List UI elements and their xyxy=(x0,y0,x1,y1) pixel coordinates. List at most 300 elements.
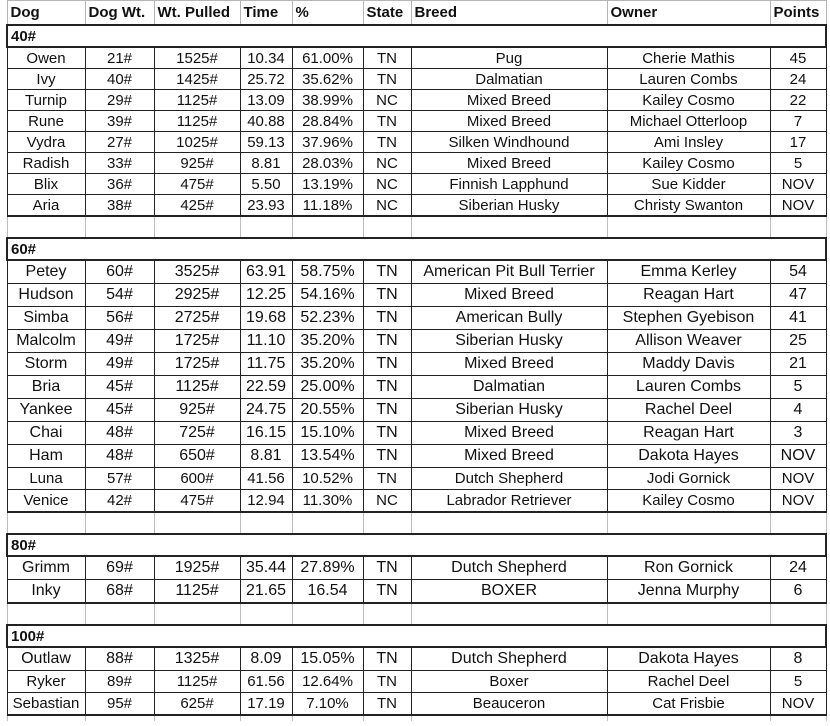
breed-cell[interactable]: Mixed Breed xyxy=(411,422,607,445)
results-body xyxy=(7,25,826,721)
dog-weight-cell[interactable]: 88# xyxy=(85,647,154,671)
dog-weight-cell[interactable]: 42# xyxy=(85,490,154,513)
dog-name-cell[interactable]: Chai xyxy=(7,422,85,445)
state-cell[interactable]: TN xyxy=(363,580,411,604)
breed-cell[interactable]: American Bully xyxy=(411,307,607,330)
owner-cell[interactable]: Sue Kidder xyxy=(607,174,770,195)
dog-name-cell[interactable]: Inky xyxy=(7,580,85,604)
table-row xyxy=(7,647,826,671)
state-cell[interactable]: TN xyxy=(363,330,411,353)
empty-cell[interactable] xyxy=(154,603,240,625)
owner-cell[interactable]: Cat Frisbie xyxy=(607,693,770,716)
time-cell[interactable]: 19.68 xyxy=(240,307,292,330)
table-row xyxy=(7,580,826,604)
percent-cell[interactable]: 20.55% xyxy=(292,399,363,422)
state-cell[interactable]: NC xyxy=(363,195,411,217)
weight-pulled-cell[interactable]: 1925# xyxy=(154,556,240,580)
empty-cell[interactable] xyxy=(292,715,363,721)
dog-name-cell[interactable]: Owen xyxy=(7,47,85,69)
weight-pulled-cell[interactable]: 2725# xyxy=(154,307,240,330)
dog-weight-cell[interactable]: 95# xyxy=(85,693,154,716)
table-row xyxy=(7,47,826,69)
time-cell[interactable]: 11.10 xyxy=(240,330,292,353)
state-cell[interactable]: TN xyxy=(363,399,411,422)
spacer-row xyxy=(7,216,826,238)
points-cell[interactable]: 54 xyxy=(770,260,826,284)
owner-cell[interactable]: Christy Swanton xyxy=(607,195,770,217)
weight-pulled-cell[interactable]: 1125# xyxy=(154,90,240,111)
table-row xyxy=(7,195,826,217)
dog-name-cell[interactable]: Vydra xyxy=(7,132,85,153)
table-row xyxy=(7,174,826,195)
breed-cell[interactable]: Dutch Shepherd xyxy=(411,468,607,490)
points-cell[interactable]: 45 xyxy=(770,47,826,69)
empty-cell[interactable] xyxy=(240,603,292,625)
state-cell[interactable]: TN xyxy=(363,69,411,90)
spacer-row xyxy=(7,512,826,534)
time-cell[interactable]: 23.93 xyxy=(240,195,292,217)
weight-class-label[interactable]: 100# xyxy=(7,625,826,647)
percent-cell[interactable]: 37.96% xyxy=(292,132,363,153)
state-cell[interactable]: TN xyxy=(363,693,411,716)
table-row xyxy=(7,422,826,445)
state-cell[interactable]: TN xyxy=(363,132,411,153)
state-cell[interactable]: TN xyxy=(363,422,411,445)
dog-weight-cell[interactable]: 21# xyxy=(85,47,154,69)
breed-cell[interactable]: Siberian Husky xyxy=(411,195,607,217)
weight-class-row xyxy=(7,625,826,647)
breed-cell[interactable]: Mixed Breed xyxy=(411,153,607,174)
empty-cell[interactable] xyxy=(85,603,154,625)
points-cell[interactable]: NOV xyxy=(770,693,826,716)
column-header-owner[interactable]: Owner xyxy=(607,1,770,26)
state-cell[interactable]: TN xyxy=(363,260,411,284)
state-cell[interactable]: TN xyxy=(363,111,411,132)
dog-name-cell[interactable]: Ivy xyxy=(7,69,85,90)
empty-cell[interactable] xyxy=(240,216,292,238)
owner-cell[interactable]: Lauren Combs xyxy=(607,69,770,90)
percent-cell[interactable]: 13.54% xyxy=(292,445,363,468)
time-cell[interactable]: 8.81 xyxy=(240,153,292,174)
dog-weight-cell[interactable]: 54# xyxy=(85,284,154,307)
points-cell[interactable]: 3 xyxy=(770,422,826,445)
owner-cell[interactable]: Maddy Davis xyxy=(607,353,770,376)
empty-cell[interactable] xyxy=(292,512,363,534)
state-cell[interactable]: TN xyxy=(363,556,411,580)
dog-weight-cell[interactable]: 57# xyxy=(85,468,154,490)
dog-weight-cell[interactable]: 89# xyxy=(85,671,154,693)
owner-cell[interactable]: Allison Weaver xyxy=(607,330,770,353)
breed-cell[interactable]: Labrador Retriever xyxy=(411,490,607,513)
empty-cell[interactable] xyxy=(607,715,770,721)
breed-cell[interactable]: Mixed Breed xyxy=(411,353,607,376)
points-cell[interactable]: 25 xyxy=(770,330,826,353)
empty-cell[interactable] xyxy=(154,715,240,721)
dog-name-cell[interactable]: Bria xyxy=(7,376,85,399)
points-cell[interactable]: NOV xyxy=(770,445,826,468)
table-row xyxy=(7,490,826,513)
owner-cell[interactable]: Reagan Hart xyxy=(607,284,770,307)
time-cell[interactable]: 11.75 xyxy=(240,353,292,376)
owner-cell[interactable]: Cherie Mathis xyxy=(607,47,770,69)
weight-pulled-cell[interactable]: 2925# xyxy=(154,284,240,307)
weight-pulled-cell[interactable]: 425# xyxy=(154,195,240,217)
time-cell[interactable]: 25.72 xyxy=(240,69,292,90)
owner-cell[interactable]: Emma Kerley xyxy=(607,260,770,284)
percent-cell[interactable]: 12.64% xyxy=(292,671,363,693)
points-cell[interactable]: 6 xyxy=(770,580,826,604)
dog-name-cell[interactable]: Hudson xyxy=(7,284,85,307)
table-row xyxy=(7,693,826,716)
weight-pulled-cell[interactable]: 625# xyxy=(154,693,240,716)
weight-class-row xyxy=(7,25,826,47)
time-cell[interactable]: 63.91 xyxy=(240,260,292,284)
state-cell[interactable]: TN xyxy=(363,307,411,330)
table-row xyxy=(7,353,826,376)
column-header-weight-pulled[interactable]: Wt. Pulled xyxy=(154,1,240,26)
dog-name-cell[interactable]: Grimm xyxy=(7,556,85,580)
time-cell[interactable]: 10.34 xyxy=(240,47,292,69)
percent-cell[interactable]: 15.10% xyxy=(292,422,363,445)
points-cell[interactable]: 4 xyxy=(770,399,826,422)
empty-cell[interactable] xyxy=(607,216,770,238)
weight-pulled-cell[interactable]: 1725# xyxy=(154,330,240,353)
empty-cell[interactable] xyxy=(292,603,363,625)
points-cell[interactable]: 24 xyxy=(770,69,826,90)
spacer-row xyxy=(7,603,826,625)
dog-weight-cell[interactable]: 48# xyxy=(85,445,154,468)
weight-pulled-cell[interactable]: 1125# xyxy=(154,671,240,693)
points-cell[interactable]: NOV xyxy=(770,174,826,195)
time-cell[interactable]: 5.50 xyxy=(240,174,292,195)
time-cell[interactable]: 8.81 xyxy=(240,445,292,468)
dog-weight-cell[interactable]: 40# xyxy=(85,69,154,90)
weight-class-label[interactable]: 40# xyxy=(7,25,826,47)
weight-pulled-cell[interactable]: 1325# xyxy=(154,647,240,671)
breed-cell[interactable]: Mixed Breed xyxy=(411,445,607,468)
column-header-percent[interactable]: % xyxy=(292,1,363,26)
weight-pulled-cell[interactable]: 600# xyxy=(154,468,240,490)
empty-cell[interactable] xyxy=(240,512,292,534)
table-row xyxy=(7,153,826,174)
empty-cell[interactable] xyxy=(85,512,154,534)
empty-cell[interactable] xyxy=(363,715,411,721)
empty-cell[interactable] xyxy=(770,715,826,721)
points-cell[interactable]: NOV xyxy=(770,490,826,513)
table-row xyxy=(7,132,826,153)
state-cell[interactable]: TN xyxy=(363,671,411,693)
weight-class-label[interactable]: 80# xyxy=(7,534,826,556)
owner-cell[interactable]: Kailey Cosmo xyxy=(607,153,770,174)
breed-cell[interactable]: Siberian Husky xyxy=(411,399,607,422)
empty-cell[interactable] xyxy=(607,512,770,534)
weight-pulled-cell[interactable]: 1725# xyxy=(154,353,240,376)
time-cell[interactable]: 61.56 xyxy=(240,671,292,693)
empty-cell[interactable] xyxy=(7,715,85,721)
points-cell[interactable]: NOV xyxy=(770,195,826,217)
table-row xyxy=(7,69,826,90)
empty-cell[interactable] xyxy=(770,216,826,238)
breed-cell[interactable]: Dalmatian xyxy=(411,376,607,399)
table-row xyxy=(7,330,826,353)
dog-name-cell[interactable]: Luna xyxy=(7,468,85,490)
points-cell[interactable]: 21 xyxy=(770,353,826,376)
points-cell[interactable]: 24 xyxy=(770,556,826,580)
percent-cell[interactable]: 61.00% xyxy=(292,47,363,69)
table-row xyxy=(7,445,826,468)
weight-pulled-cell[interactable]: 475# xyxy=(154,174,240,195)
percent-cell[interactable]: 7.10% xyxy=(292,693,363,716)
points-cell[interactable]: 5 xyxy=(770,153,826,174)
percent-cell[interactable]: 16.54 xyxy=(292,580,363,604)
results-table xyxy=(6,0,827,721)
time-cell[interactable]: 35.44 xyxy=(240,556,292,580)
dog-weight-cell[interactable]: 45# xyxy=(85,376,154,399)
empty-cell[interactable] xyxy=(85,216,154,238)
empty-cell[interactable] xyxy=(363,512,411,534)
percent-cell[interactable]: 13.19% xyxy=(292,174,363,195)
column-header-breed[interactable]: Breed xyxy=(411,1,607,26)
spacer-row xyxy=(7,715,826,721)
weight-pulled-cell[interactable]: 1525# xyxy=(154,47,240,69)
owner-cell[interactable]: Ron Gornick xyxy=(607,556,770,580)
time-cell[interactable]: 17.19 xyxy=(240,693,292,716)
time-cell[interactable]: 40.88 xyxy=(240,111,292,132)
empty-cell[interactable] xyxy=(7,603,85,625)
weight-pulled-cell[interactable]: 1125# xyxy=(154,376,240,399)
empty-cell[interactable] xyxy=(607,603,770,625)
percent-cell[interactable]: 35.62% xyxy=(292,69,363,90)
column-header-time[interactable]: Time xyxy=(240,1,292,26)
dog-weight-cell[interactable]: 39# xyxy=(85,111,154,132)
dog-weight-cell[interactable]: 49# xyxy=(85,353,154,376)
dog-weight-cell[interactable]: 60# xyxy=(85,260,154,284)
empty-cell[interactable] xyxy=(292,216,363,238)
dog-weight-cell[interactable]: 69# xyxy=(85,556,154,580)
percent-cell[interactable]: 25.00% xyxy=(292,376,363,399)
dog-weight-cell[interactable]: 29# xyxy=(85,90,154,111)
dog-name-cell[interactable]: Ryker xyxy=(7,671,85,693)
breed-cell[interactable]: Pug xyxy=(411,47,607,69)
points-cell[interactable]: 5 xyxy=(770,376,826,399)
points-cell[interactable]: 17 xyxy=(770,132,826,153)
weight-class-row xyxy=(7,238,826,260)
table-row xyxy=(7,468,826,490)
empty-cell[interactable] xyxy=(770,603,826,625)
dog-name-cell[interactable]: Malcolm xyxy=(7,330,85,353)
breed-cell[interactable]: BOXER xyxy=(411,580,607,604)
percent-cell[interactable]: 28.84% xyxy=(292,111,363,132)
percent-cell[interactable]: 54.16% xyxy=(292,284,363,307)
time-cell[interactable]: 13.09 xyxy=(240,90,292,111)
empty-cell[interactable] xyxy=(363,216,411,238)
dog-name-cell[interactable]: Sebastian xyxy=(7,693,85,716)
time-cell[interactable]: 24.75 xyxy=(240,399,292,422)
empty-cell[interactable] xyxy=(7,216,85,238)
weight-pulled-cell[interactable]: 1125# xyxy=(154,580,240,604)
empty-cell[interactable] xyxy=(240,715,292,721)
dog-name-cell[interactable]: Ham xyxy=(7,445,85,468)
table-row xyxy=(7,307,826,330)
owner-cell[interactable]: Dakota Hayes xyxy=(607,647,770,671)
breed-cell[interactable]: Mixed Breed xyxy=(411,90,607,111)
table-row xyxy=(7,671,826,693)
percent-cell[interactable]: 11.18% xyxy=(292,195,363,217)
owner-cell[interactable]: Reagan Hart xyxy=(607,422,770,445)
dog-name-cell[interactable]: Simba xyxy=(7,307,85,330)
owner-cell[interactable]: Dakota Hayes xyxy=(607,445,770,468)
breed-cell[interactable]: Finnish Lapphund xyxy=(411,174,607,195)
percent-cell[interactable]: 58.75% xyxy=(292,260,363,284)
empty-cell[interactable] xyxy=(7,512,85,534)
state-cell[interactable]: TN xyxy=(363,445,411,468)
percent-cell[interactable]: 11.30% xyxy=(292,490,363,513)
owner-cell[interactable]: Rachel Deel xyxy=(607,671,770,693)
dog-weight-cell[interactable]: 27# xyxy=(85,132,154,153)
weight-pulled-cell[interactable]: 650# xyxy=(154,445,240,468)
owner-cell[interactable]: Jenna Murphy xyxy=(607,580,770,604)
header-row xyxy=(7,1,826,26)
time-cell[interactable]: 22.59 xyxy=(240,376,292,399)
breed-cell[interactable]: Dalmatian xyxy=(411,69,607,90)
time-cell[interactable]: 12.94 xyxy=(240,490,292,513)
time-cell[interactable]: 41.56 xyxy=(240,468,292,490)
weight-pulled-cell[interactable]: 1025# xyxy=(154,132,240,153)
breed-cell[interactable]: Mixed Breed xyxy=(411,111,607,132)
breed-cell[interactable]: Dutch Shepherd xyxy=(411,647,607,671)
state-cell[interactable]: TN xyxy=(363,47,411,69)
weight-pulled-cell[interactable]: 925# xyxy=(154,153,240,174)
table-row xyxy=(7,111,826,132)
owner-cell[interactable]: Kailey Cosmo xyxy=(607,490,770,513)
owner-cell[interactable]: Ami Insley xyxy=(607,132,770,153)
state-cell[interactable]: NC xyxy=(363,90,411,111)
points-cell[interactable]: 7 xyxy=(770,111,826,132)
owner-cell[interactable]: Michael Otterloop xyxy=(607,111,770,132)
dog-name-cell[interactable]: Rune xyxy=(7,111,85,132)
column-header-dog-weight[interactable]: Dog Wt. xyxy=(85,1,154,26)
state-cell[interactable]: NC xyxy=(363,490,411,513)
time-cell[interactable]: 16.15 xyxy=(240,422,292,445)
dog-weight-cell[interactable]: 33# xyxy=(85,153,154,174)
table-row xyxy=(7,399,826,422)
breed-cell[interactable]: Mixed Breed xyxy=(411,284,607,307)
empty-cell[interactable] xyxy=(154,216,240,238)
weight-pulled-cell[interactable]: 725# xyxy=(154,422,240,445)
dog-weight-cell[interactable]: 36# xyxy=(85,174,154,195)
weight-pulled-cell[interactable]: 1425# xyxy=(154,69,240,90)
points-cell[interactable]: 5 xyxy=(770,671,826,693)
empty-cell[interactable] xyxy=(411,715,607,721)
empty-cell[interactable] xyxy=(85,715,154,721)
percent-cell[interactable]: 15.05% xyxy=(292,647,363,671)
weight-pulled-cell[interactable]: 3525# xyxy=(154,260,240,284)
percent-cell[interactable]: 35.20% xyxy=(292,353,363,376)
percent-cell[interactable]: 10.52% xyxy=(292,468,363,490)
state-cell[interactable]: TN xyxy=(363,647,411,671)
breed-cell[interactable]: Boxer xyxy=(411,671,607,693)
breed-cell[interactable]: Siberian Husky xyxy=(411,330,607,353)
empty-cell[interactable] xyxy=(363,603,411,625)
weight-class-row xyxy=(7,534,826,556)
dog-weight-cell[interactable]: 45# xyxy=(85,399,154,422)
column-header-dog[interactable]: Dog xyxy=(7,1,85,26)
state-cell[interactable]: TN xyxy=(363,468,411,490)
table-row xyxy=(7,376,826,399)
dog-name-cell[interactable]: Radish xyxy=(7,153,85,174)
dog-name-cell[interactable]: Turnip xyxy=(7,90,85,111)
table-row xyxy=(7,284,826,307)
empty-cell[interactable] xyxy=(411,603,607,625)
state-cell[interactable]: TN xyxy=(363,376,411,399)
breed-cell[interactable]: Dutch Shepherd xyxy=(411,556,607,580)
time-cell[interactable]: 8.09 xyxy=(240,647,292,671)
percent-cell[interactable]: 35.20% xyxy=(292,330,363,353)
percent-cell[interactable]: 27.89% xyxy=(292,556,363,580)
percent-cell[interactable]: 52.23% xyxy=(292,307,363,330)
state-cell[interactable]: NC xyxy=(363,153,411,174)
empty-cell[interactable] xyxy=(411,512,607,534)
owner-cell[interactable]: Jodi Gornick xyxy=(607,468,770,490)
state-cell[interactable]: NC xyxy=(363,174,411,195)
dog-name-cell[interactable]: Blix xyxy=(7,174,85,195)
dog-weight-cell[interactable]: 56# xyxy=(85,307,154,330)
dog-weight-cell[interactable]: 48# xyxy=(85,422,154,445)
time-cell[interactable]: 12.25 xyxy=(240,284,292,307)
empty-cell[interactable] xyxy=(770,512,826,534)
owner-cell[interactable]: Kailey Cosmo xyxy=(607,90,770,111)
weight-class-label[interactable]: 60# xyxy=(7,238,826,260)
dog-name-cell[interactable]: Yankee xyxy=(7,399,85,422)
dog-name-cell[interactable]: Outlaw xyxy=(7,647,85,671)
owner-cell[interactable]: Stephen Gyebison xyxy=(607,307,770,330)
empty-cell[interactable] xyxy=(411,216,607,238)
weight-pulled-cell[interactable]: 1125# xyxy=(154,111,240,132)
owner-cell[interactable]: Lauren Combs xyxy=(607,376,770,399)
weight-pulled-cell[interactable]: 475# xyxy=(154,490,240,513)
empty-cell[interactable] xyxy=(154,512,240,534)
dog-name-cell[interactable]: Aria xyxy=(7,195,85,217)
table-row xyxy=(7,260,826,284)
dog-weight-cell[interactable]: 38# xyxy=(85,195,154,217)
percent-cell[interactable]: 38.99% xyxy=(292,90,363,111)
points-cell[interactable]: 22 xyxy=(770,90,826,111)
points-cell[interactable]: 41 xyxy=(770,307,826,330)
table-row xyxy=(7,556,826,580)
dog-weight-cell[interactable]: 68# xyxy=(85,580,154,604)
breed-cell[interactable]: American Pit Bull Terrier xyxy=(411,260,607,284)
column-header-points[interactable]: Points xyxy=(770,1,826,26)
dog-weight-cell[interactable]: 49# xyxy=(85,330,154,353)
points-cell[interactable]: NOV xyxy=(770,468,826,490)
state-cell[interactable]: TN xyxy=(363,284,411,307)
weight-pulled-cell[interactable]: 925# xyxy=(154,399,240,422)
time-cell[interactable]: 59.13 xyxy=(240,132,292,153)
dog-name-cell[interactable]: Storm xyxy=(7,353,85,376)
state-cell[interactable]: TN xyxy=(363,353,411,376)
time-cell[interactable]: 21.65 xyxy=(240,580,292,604)
breed-cell[interactable]: Beauceron xyxy=(411,693,607,716)
breed-cell[interactable]: Silken Windhound xyxy=(411,132,607,153)
percent-cell[interactable]: 28.03% xyxy=(292,153,363,174)
column-header-state[interactable]: State xyxy=(363,1,411,26)
points-cell[interactable]: 8 xyxy=(770,647,826,671)
dog-name-cell[interactable]: Petey xyxy=(7,260,85,284)
owner-cell[interactable]: Rachel Deel xyxy=(607,399,770,422)
points-cell[interactable]: 47 xyxy=(770,284,826,307)
dog-name-cell[interactable]: Venice xyxy=(7,490,85,513)
table-row xyxy=(7,90,826,111)
